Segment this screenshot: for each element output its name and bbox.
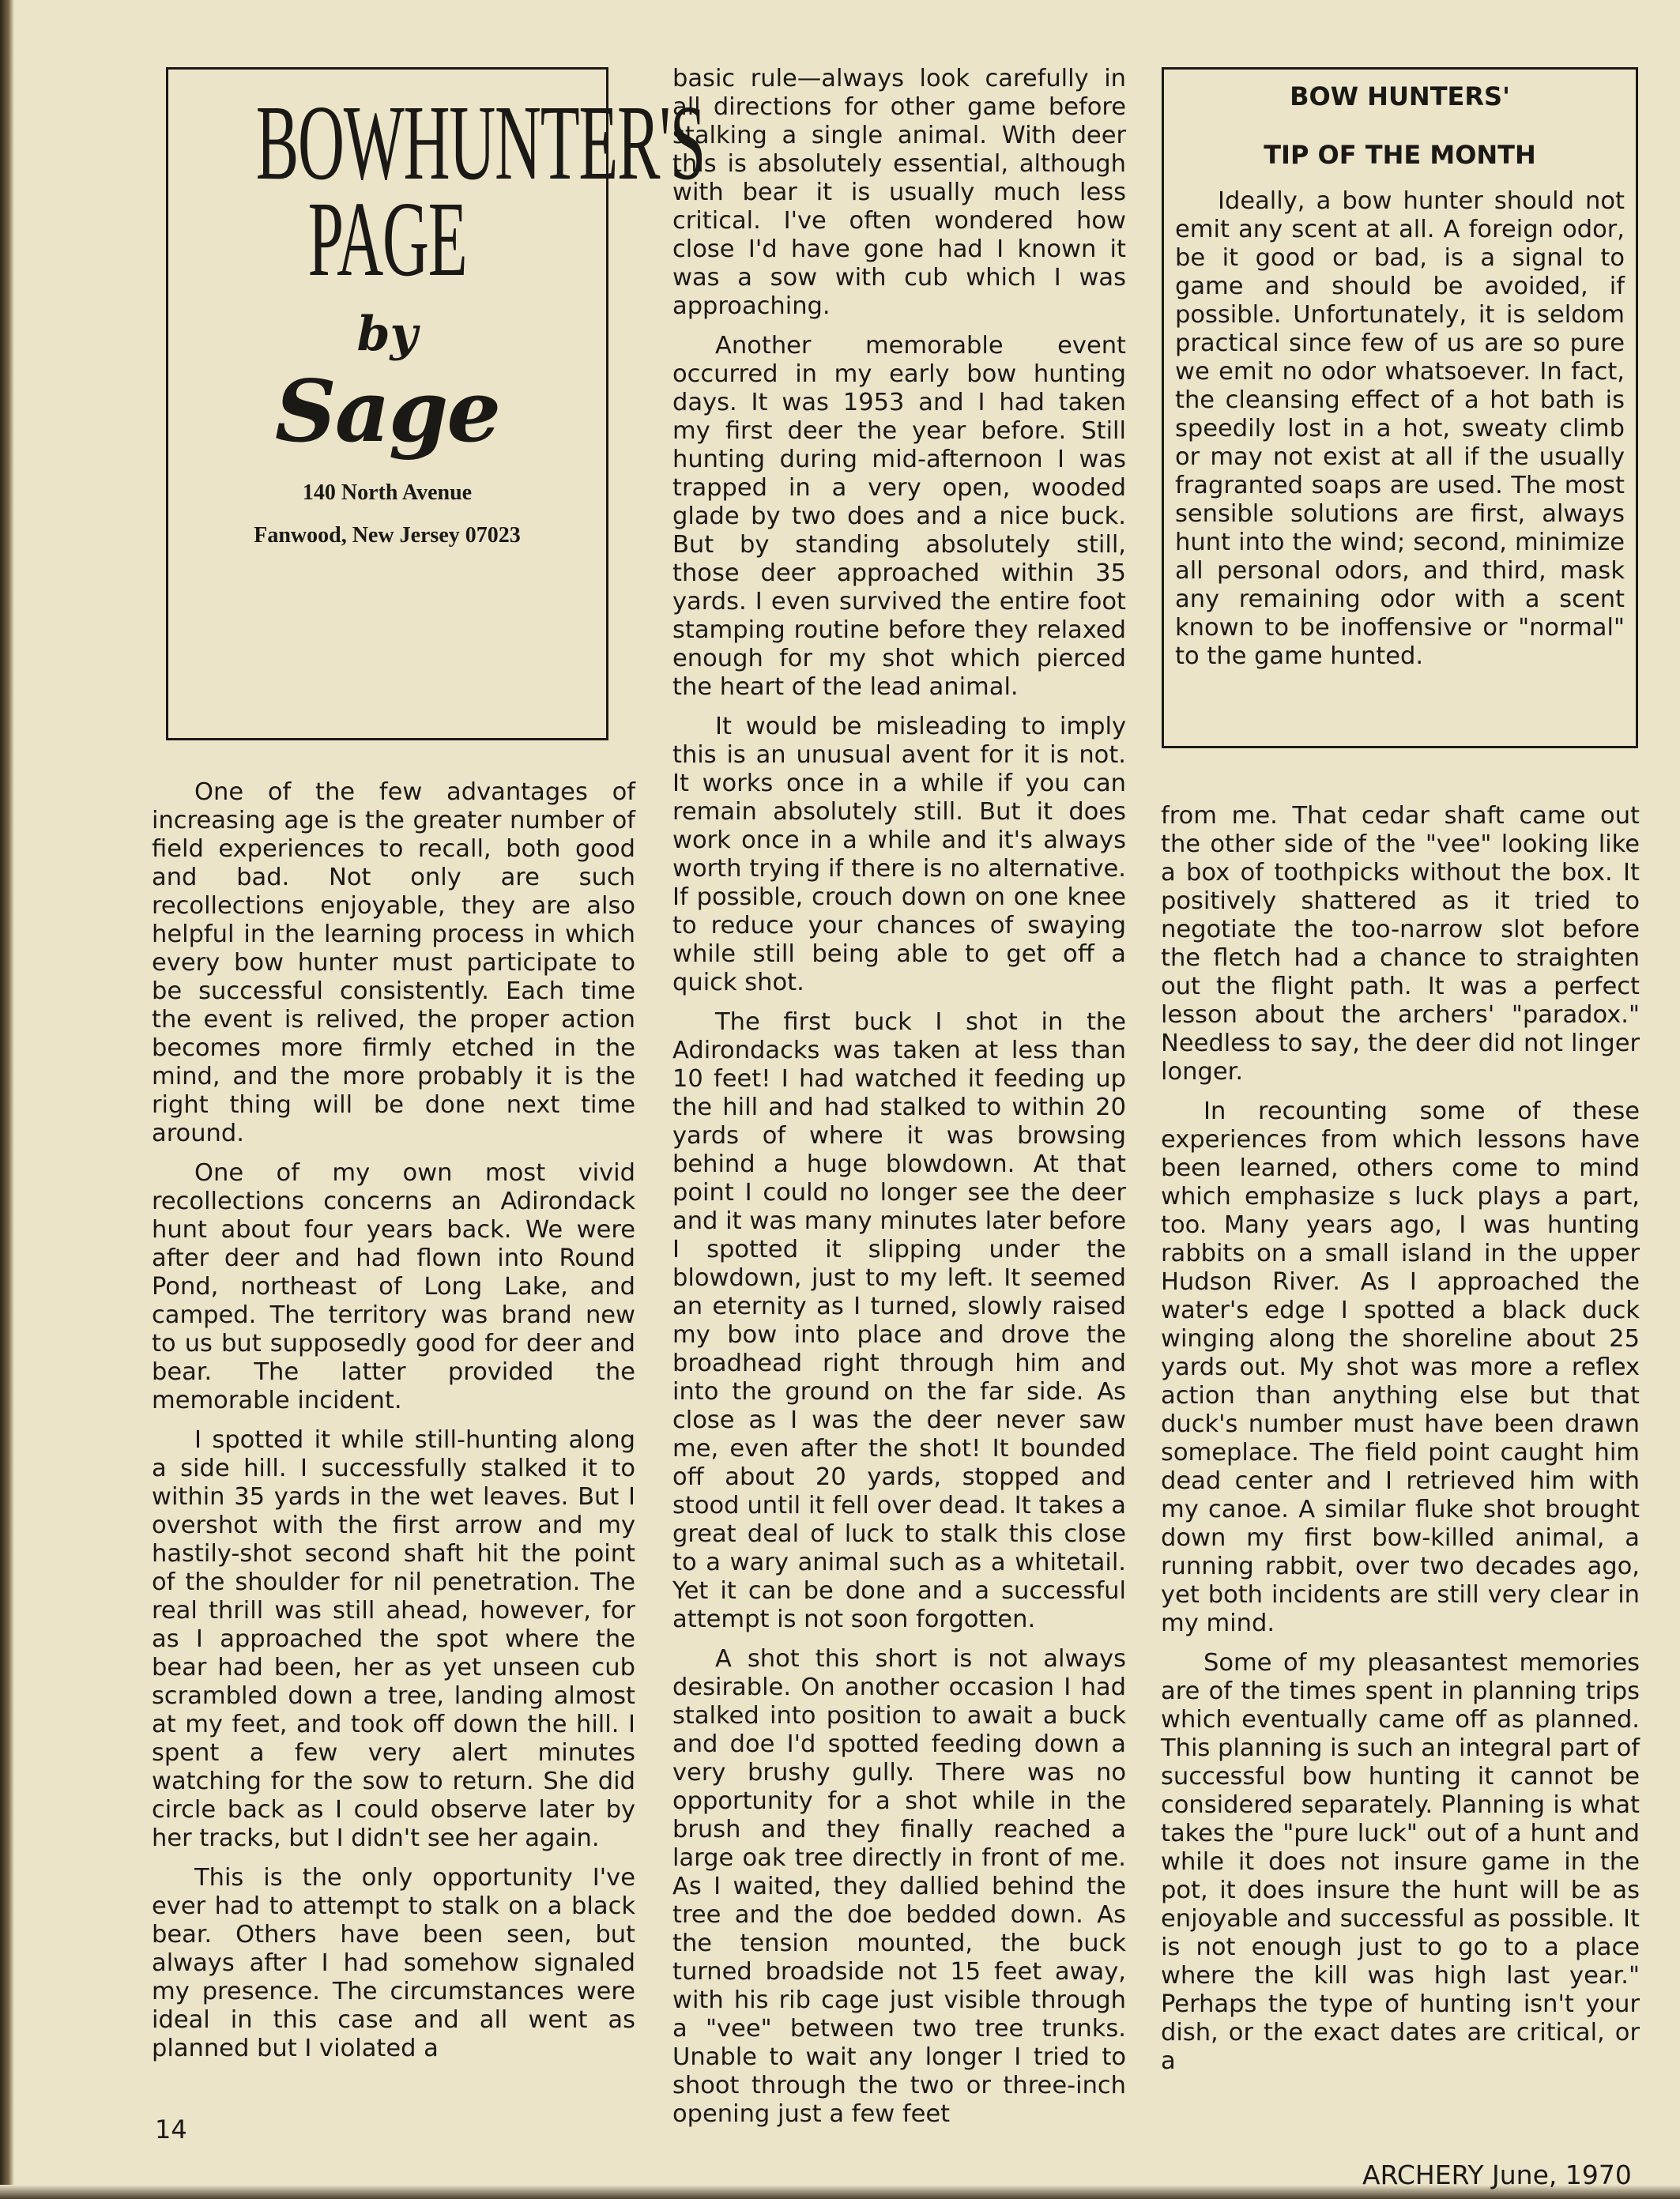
article-paragraph: from me. That cedar shaft came out the other side of the "vee" looking like a box of toothpicks without the box. It positively shattered as it tried to negotiate the too-narrow slot before the fletch had a chance to straighten out the flight path. It was a perfect lesson about the archers' "paradox." Needless to say, the deer did not linger longer. [1161, 802, 1640, 1086]
article-paragraph: This is the only opportunity I've ever had to attempt to stalk on a black bear. Others have been seen, but always after I had somehow signaled my presence. The circumstances were ideal in this case and all went as planned but I violated a [152, 1864, 635, 2062]
article-column-1 [152, 778, 635, 2074]
article-column-3 [1161, 802, 1640, 2087]
author-signature: Sage [274, 362, 500, 461]
address-line-1: 140 North Avenue [302, 480, 473, 505]
tip-of-month-box [1162, 67, 1638, 748]
article-paragraph: In recounting some of these experiences from which lessons have been learned, others come to mind which emphasize s luck plays a part, too. Many years ago, I was hunting rabbits on a small island in the upper Hudson River. As I approached the water's edge I spotted a black duck winging along the shoreline about 25 yards out. My shot was more a reflex action than anything else but that duck's number must have been drawn someplace. The field point caught him dead center and I retrieved him with my canoe. A similar fluke shot brought down my first bow-killed animal, a running rabbit, over two decades ago, yet both incidents are still very clear in my mind. [1161, 1098, 1640, 1637]
tip-body: Ideally, a bow hunter should not emit any scent at all. A foreign odor, be it good or bad, is a signal to game and should be avoided, if possible. Unfortunately, it is seldom practical since few of us are so pure we emit no odor whatsoever. In fact, the cleansing effect of a hot bath is speedily lost in a hot, sweaty climb or may not exist at all if the usually fragranted soaps are used. The most sensible solutions are first, always hunt into the wind; second, minimize all personal odors, and third, mask any remaining odor with a scent known to be inoffensive or "normal" to the game hunted. [1175, 187, 1625, 670]
title-by: by [356, 307, 418, 362]
article-paragraph: One of the few advantages of increasing age is the greater number of field experiences to recall, both good and bad. Not only are such recollections enjoyable, they are also helpful in the learning process in which every bow hunter must participate to be successful consistently. Each time the event is relived, the proper action becomes more firmly etched in the mind, and the more probably it is the right thing will be done next time around. [152, 778, 635, 1147]
article-paragraph: It would be misleading to imply this is an unusual avent for it is not. It works once in a while if you can remain absolutely still. But it does work once in a while and it's always worth trying if there is no alternative. If possible, crouch down on one knee to reduce your chances of swaying while still being able to get off a quick shot. [672, 713, 1126, 996]
page-binding-shadow [0, 0, 14, 2199]
article-paragraph: basic rule—always look carefully in all directions for other game before stalking a single animal. With deer this is absolutely essential, although with bear it is usually much less critical. I've often wondered how close I'd have gone had I known it was a sow with cub which I was approaching. [672, 65, 1126, 320]
magazine-footer: ARCHERY June, 1970 [1362, 2159, 1632, 2190]
title-box [166, 67, 705, 740]
tip-title-line-1: BOW HUNTERS' [1290, 81, 1510, 111]
article-paragraph: Another memorable event occurred in my early bow hunting days. It was 1953 and I had taken my first deer the year before. Still hunting during mid-afternoon I was trapped in a very open, wooded glade by two does and a nice buck. But by standing absolutely still, those deer approached within 35 yards. I even survived the entire foot stamping routine before they relaxed enough for my shot which pierced the heart of the lead animal. [672, 332, 1126, 701]
article-paragraph: A shot this short is not always desirable. On another occasion I had stalked into position to await a buck and doe I'd spotted feeding down a very brushy gully. There was no opportunity for a shot while in the brush and they finally reached a large oak tree directly in front of me. As I waited, they dallied behind the tree and the doe bedded down. As the tension mounted, the buck turned broadside not 15 feet away, with his rib cage just visible through a "vee" between two tree trunks. Unable to wait any longer I tried to shoot through the two or three-inch opening just a few feet [672, 1645, 1126, 2128]
title-line-2: PAGE [307, 180, 467, 299]
article-paragraph: One of my own most vivid recollections concerns an Adirondack hunt about four years back. We were after deer and had flown into Round Pond, northeast of Long Lake, and camped. The territory was brand new to us but supposedly good for deer and bear. The latter provided the memorable incident. [152, 1159, 635, 1414]
tip-title-line-2: TIP OF THE MONTH [1264, 140, 1536, 170]
article-paragraph: The first buck I shot in the Adirondacks was taken at less than 10 feet! I had watched it feeding up the hill and had stalked to within 20 yards of where it was browsing behind a huge blowdown. At that point I could no longer see the deer and it was many minutes later before I spotted it slipping under the blowdown, just to my left. It seemed an eternity as I turned, slowly raised my bow into place and drove the broadhead right through him and into the ground on the far side. As close as I was the deer never saw me, even after the shot! It bounded off about 20 yards, stopped and stood until it fell over dead. It takes a great deal of luck to stalk this close to a wary animal such as a whitetail. Yet it can be done and a successful attempt is not soon forgotten. [672, 1008, 1126, 1633]
article-column-2 [672, 65, 1126, 2140]
address-line-2: Fanwood, New Jersey 07023 [254, 523, 521, 548]
page-number: 14 [155, 2114, 187, 2144]
article-paragraph: I spotted it while still-hunting along a side hill. I successfully stalked it to within 35 yards in the wet leaves. But I overshot with the first arrow and my hastily-shot second shaft hit the point of the shoulder for nil penetration. The real thrill was still ahead, however, for as I approached the spot where the bear had been, her as yet unseen cub scrambled down a tree, landing almost at my feet, and took off down the hill. I spent a few very alert minutes watching for the sow to return. She did circle back as I could observe later by her tracks, but I didn't see her again. [152, 1426, 635, 1852]
article-paragraph: Some of my pleasantest memories are of the times spent in planning trips which eventually came off as planned. This planning is such an integral part of successful bow hunting it cannot be considered separately. Planning is what takes the "pure luck" out of a hunt and while it does not insure game in the pot, it does insure the hunt will be as enjoyable and successful as possible. It is not enough just to go to a place where the kill was high last year." Perhaps the type of hunting isn't your dish, or the exact dates are critical, or a [1161, 1649, 1640, 2075]
title-line-1: BOWHUNTER'S [255, 84, 705, 202]
